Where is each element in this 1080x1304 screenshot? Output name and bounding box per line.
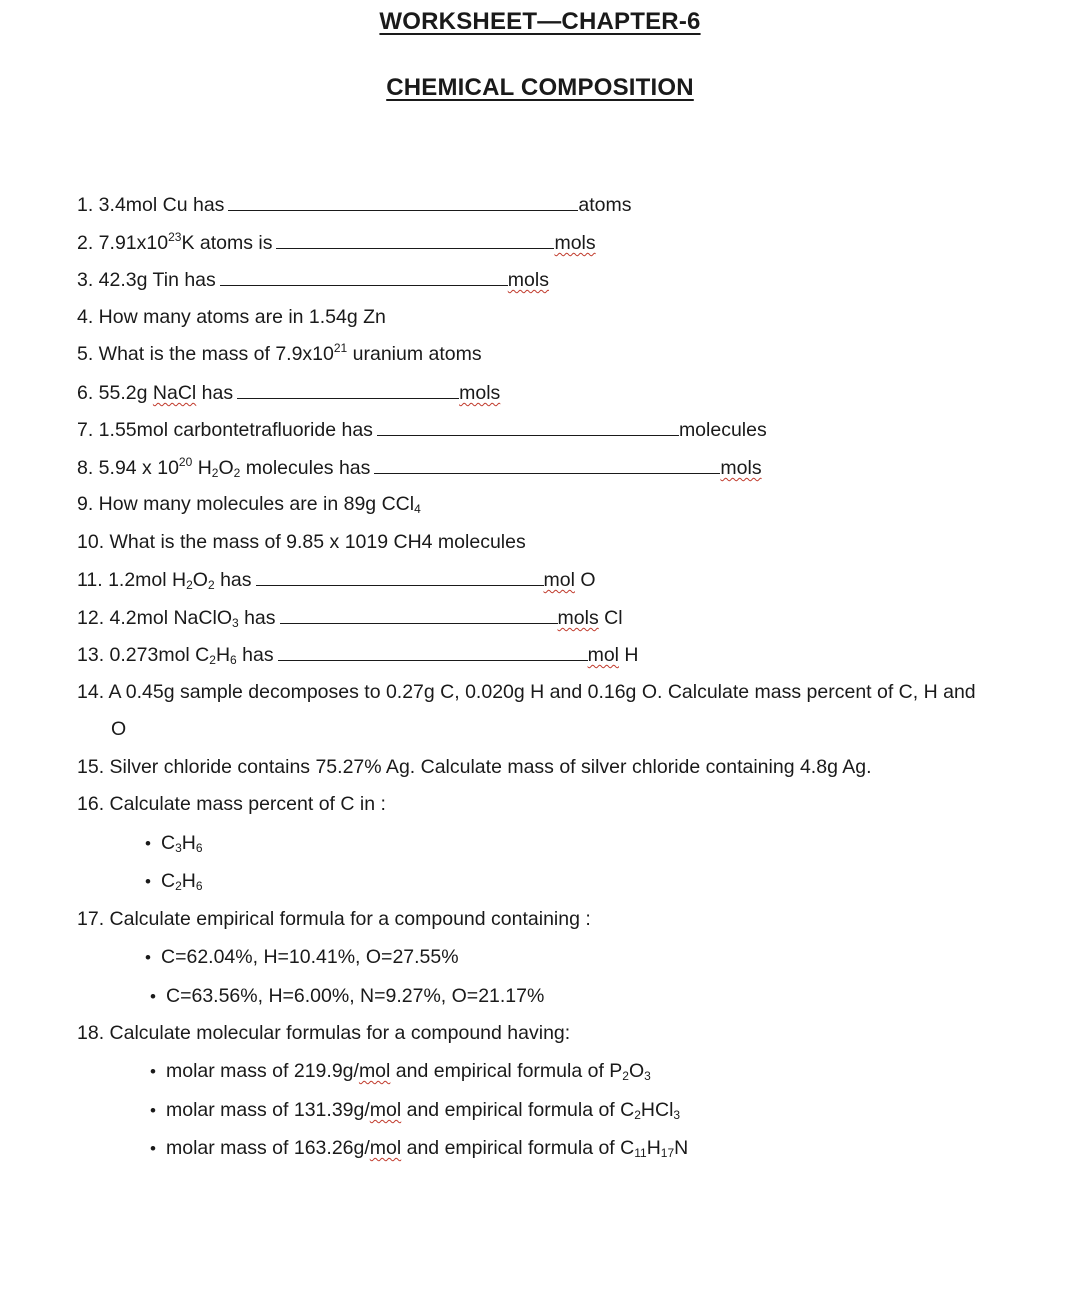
answer-blank[interactable] (237, 380, 459, 399)
question-3: 3. 42.3g Tin has mols (77, 269, 549, 291)
question-9: 9. How many molecules are in 89g CCl$_4$ (77, 493, 421, 516)
question-18-item-2: • molar mass of 131.39g/mol and empirical formula of $C_2HCl_3$ (150, 1099, 681, 1122)
question-6: 6. 55.2g NaCl has mols (77, 382, 501, 404)
question-17: 17. Calculate empirical formula for a compound containing : (77, 908, 591, 930)
answer-blank[interactable] (276, 230, 554, 249)
answer-blank[interactable] (278, 642, 588, 661)
question-14: 14. A 0.45g sample decomposes to 0.27g C, 0.020g H and 0.16g O. Calculate mass percent of C, H and (77, 681, 976, 703)
question-17-item-2: • C=63.56%, H=6.00%, N=9.27%, O=21.17% (150, 985, 545, 1007)
question-12: 12. 4.2mol NaClO$_3$ has mols Cl (77, 607, 623, 630)
answer-blank[interactable] (220, 267, 508, 286)
question-17-item-1: • C=62.04%, H=10.41%, O=27.55% (145, 946, 459, 968)
worksheet-title: WORKSHEET—CHAPTER-6 (379, 8, 701, 35)
question-18-item-1: • molar mass of 219.9g/mol and empirical formula of $P_2O_3$ (150, 1060, 651, 1083)
answer-blank[interactable] (228, 192, 578, 211)
question-5: 5. What is the mass of $7.9x10^{21}$ uranium atoms (77, 341, 482, 365)
question-2: 2. $7.91x10^{23}K$ atoms is mols (77, 230, 596, 254)
worksheet-subtitle: CHEMICAL COMPOSITION (386, 74, 694, 101)
answer-blank[interactable] (374, 455, 720, 474)
question-16: 16. Calculate mass percent of C in : (77, 793, 386, 815)
question-16-item-2: • $C_2H_6$ (145, 870, 203, 893)
answer-blank[interactable] (280, 605, 558, 624)
answer-blank[interactable] (377, 417, 679, 436)
question-14-continued: O (111, 718, 127, 740)
question-8: 8. 5.94 x $10^{20}$ $H_2O_2$ molecules has mols (77, 455, 762, 480)
bullet-icon: • (150, 1139, 156, 1158)
question-10: 10. What is the mass of 9.85 x 1019 CH4 molecules (77, 531, 526, 553)
bullet-icon: • (145, 834, 151, 853)
question-18-item-3: • molar mass of 163.26g/mol and empirical formula of $C_{11}H_{17}N$ (150, 1137, 689, 1160)
bullet-icon: • (145, 872, 151, 891)
bullet-icon: • (150, 1101, 156, 1120)
question-13: 13. 0.273mol $C_2H_6$ has mol H (77, 644, 639, 667)
bullet-icon: • (145, 948, 151, 967)
question-4: 4. How many atoms are in 1.54g Zn (77, 306, 386, 328)
question-11: 11. 1.2mol $H_2O_2$ has mol O (77, 569, 596, 592)
question-15: 15. Silver chloride contains 75.27% Ag. Calculate mass of silver chloride containing 4.8g Ag. (77, 756, 872, 778)
answer-blank[interactable] (256, 567, 544, 586)
bullet-icon: • (150, 1062, 156, 1081)
question-7: 7. 1.55mol carbontetrafluoride has molecules (77, 419, 767, 441)
bullet-icon: • (150, 987, 156, 1006)
question-16-item-1: • $C_3H_6$ (145, 832, 203, 855)
question-1: 1. 3.4mol Cu has atoms (77, 194, 632, 216)
question-18: 18. Calculate molecular formulas for a compound having: (77, 1022, 571, 1044)
